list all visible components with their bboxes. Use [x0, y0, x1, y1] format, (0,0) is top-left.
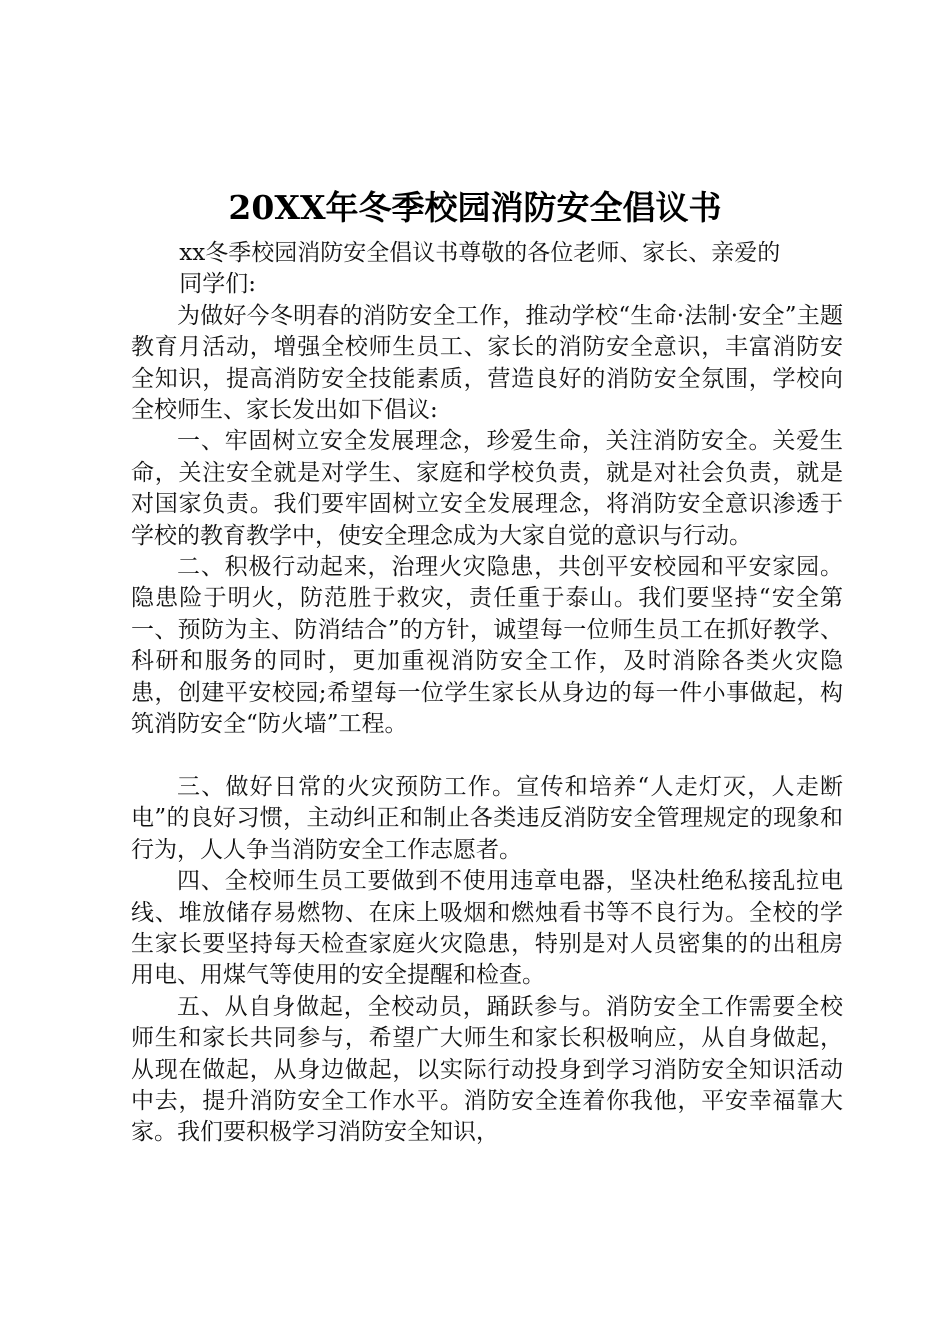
paragraph-item-1: 一、牢固树立安全发展理念，珍爱生命，关注消防安全。关爱生命，关注安全就是对学生、家庭和学校负责，就是对社会负责，就是对国家负责。我们要牢固树立安全发展理念，将消防安全意识渗透于学校的教育教学中，使安全理念成为大家自觉的意识与行动。: [131, 428, 843, 549]
paragraph-item-3: 三、做好日常的火灾预防工作。宣传和培养“人走灯灭，人走断电”的良好习惯，主动纠正和制止各类违反消防安全管理规定的现象和行为，人人争当消防安全工作志愿者。: [131, 773, 843, 863]
paragraph-item-2: 二、积极行动起来，治理火灾隐患，共创平安校园和平安家园。隐患险于明火，防范胜于救灾，责任重于泰山。我们要坚持“安全第一、预防为主、防消结合”的方针，诚望每一位师生员工在抓好教学、科研和服务的同时，更加重视消防安全工作，及时消除各类火灾隐患，创建平安校园;希望每一位学生家长从身边的每一件小事做起，构筑消防安全“防火墙”工程。: [131, 554, 843, 738]
document-body: [131, 238, 843, 1149]
paragraph-item-5: 五、从自身做起，全校动员，踊跃参与。消防安全工作需要全校师生和家长共同参与，希望广大师生和家长积极响应，从自身做起，从现在做起，从身边做起，以实际行动投身到学习消防安全知识活动中去，提升消防安全工作水平。消防安全连着你我他，平安幸福靠大家。我们要积极学习消防安全知识，: [131, 993, 843, 1146]
paragraph-greeting: 同学们:: [179, 271, 257, 298]
document-title: 20XX年冬季校园消防安全倡议书: [228, 188, 722, 227]
paragraph-salutation: xx冬季校园消防安全倡议书尊敬的各位老师、家长、亲爱的: [179, 240, 781, 266]
paragraph-intro: 为做好今冬明春的消防安全工作，推动学校“生命·法制·安全”主题教育月活动，增强全校师生员工、家长的消防安全意识，丰富消防安全知识，提高消防安全技能素质，营造良好的消防安全氛围，学校向全校师生、家长发出如下倡议:: [131, 302, 843, 424]
paragraph-item-4: 四、全校师生员工要做到不使用违章电器，坚决杜绝私接乱拉电线、堆放储存易燃物、在床上吸烟和燃烛看书等不良行为。全校的学生家长要坚持每天检查家庭火灾隐患，特别是对人员密集的的出租房用电、用煤气等使用的安全提醒和检查。: [131, 868, 843, 989]
